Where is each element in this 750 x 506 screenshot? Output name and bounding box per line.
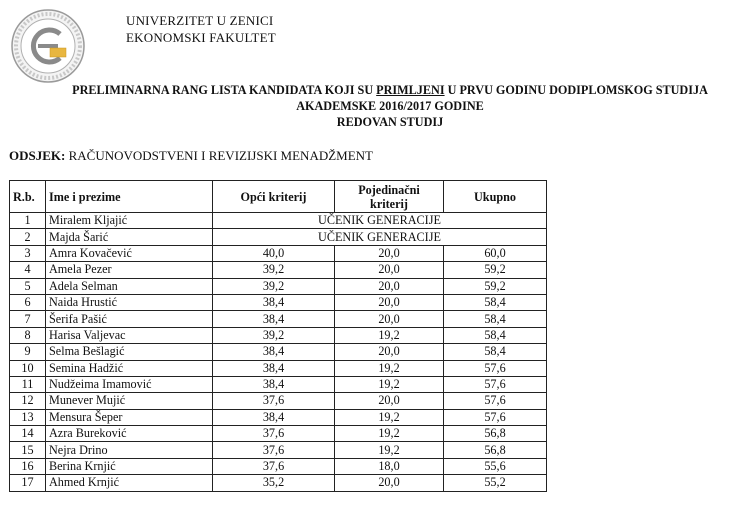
faculty-seal-logo [10,8,86,84]
faculty-name: EKONOMSKI FAKULTET [126,30,276,45]
cell-individual-criterion: 20,0 [335,344,444,360]
cell-general-criterion: 38,4 [213,360,335,376]
table-row [10,426,547,442]
header-total: Ukupno [444,181,547,213]
table-row [10,245,547,261]
table-row [10,458,547,474]
cell-generation-note: UČENIK GENERACIJE [213,229,547,245]
cell-name: Mensura Šeper [46,409,213,425]
table-row [10,278,547,294]
header-rb: R.b. [10,181,46,213]
table-row [10,229,547,245]
cell-rb: 5 [10,278,46,294]
cell-total: 56,8 [444,426,547,442]
cell-total: 58,4 [444,344,547,360]
cell-individual-criterion: 20,0 [335,393,444,409]
table-row [10,294,547,310]
ranking-table [9,180,547,492]
cell-rb: 11 [10,376,46,392]
cell-rb: 8 [10,327,46,343]
cell-individual-criterion: 19,2 [335,442,444,458]
cell-total: 58,4 [444,311,547,327]
cell-name: Semina Hadžić [46,360,213,376]
cell-total: 55,2 [444,475,547,491]
table-row [10,409,547,425]
cell-name: Nudžeima Imamović [46,376,213,392]
cell-name: Amra Kovačević [46,245,213,261]
cell-total: 59,2 [444,262,547,278]
cell-general-criterion: 37,6 [213,426,335,442]
cell-rb: 3 [10,245,46,261]
cell-total: 59,2 [444,278,547,294]
cell-rb: 14 [10,426,46,442]
cell-rb: 13 [10,409,46,425]
table-row [10,360,547,376]
table-row [10,376,547,392]
cell-individual-criterion: 19,2 [335,360,444,376]
cell-total: 57,6 [444,393,547,409]
university-header [126,12,276,46]
cell-general-criterion: 38,4 [213,376,335,392]
department-line [9,148,373,164]
cell-total: 56,8 [444,442,547,458]
cell-name: Harisa Valjevac [46,327,213,343]
cell-rb: 1 [10,213,46,229]
cell-individual-criterion: 20,0 [335,294,444,310]
table-header-row [10,181,547,213]
cell-name: Miralem Kljajić [46,213,213,229]
cell-rb: 6 [10,294,46,310]
cell-rb: 2 [10,229,46,245]
table-row [10,262,547,278]
document-title-line-1: PRELIMINARNA RANG LISTA KANDIDATA KOJI SU PRIMLJENI U PRVU GODINU DODIPLOMSKOG STUDIJA [72,83,708,97]
cell-general-criterion: 38,4 [213,311,335,327]
document-title-line-2: AKADEMSKE 2016/2017 GODINE [296,99,484,113]
cell-rb: 16 [10,458,46,474]
cell-individual-criterion: 19,2 [335,327,444,343]
cell-name: Berina Krnjić [46,458,213,474]
cell-individual-criterion: 19,2 [335,376,444,392]
cell-general-criterion: 40,0 [213,245,335,261]
header-name: Ime i prezime [46,181,213,213]
header-general-criterion: Opći kriterij [213,181,335,213]
cell-rb: 4 [10,262,46,278]
cell-name: Majda Šarić [46,229,213,245]
cell-general-criterion: 37,6 [213,442,335,458]
cell-name: Adela Selman [46,278,213,294]
cell-general-criterion: 39,2 [213,327,335,343]
cell-general-criterion: 39,2 [213,262,335,278]
cell-general-criterion: 38,4 [213,409,335,425]
cell-name: Amela Pezer [46,262,213,278]
cell-individual-criterion: 20,0 [335,262,444,278]
cell-total: 57,6 [444,409,547,425]
cell-general-criterion: 35,2 [213,475,335,491]
university-name: UNIVERZITET U ZENICI [126,13,274,28]
cell-name: Azra Bureković [46,426,213,442]
table-row [10,442,547,458]
cell-name: Ahmed Krnjić [46,475,213,491]
table-row [10,213,547,229]
cell-name: Nejra Drino [46,442,213,458]
cell-rb: 10 [10,360,46,376]
cell-total: 55,6 [444,458,547,474]
cell-individual-criterion: 19,2 [335,409,444,425]
cell-rb: 17 [10,475,46,491]
cell-total: 60,0 [444,245,547,261]
cell-individual-criterion: 20,0 [335,278,444,294]
table-row [10,393,547,409]
cell-total: 57,6 [444,360,547,376]
admitted-emphasis: PRIMLJENI [376,83,445,97]
cell-rb: 15 [10,442,46,458]
header-individual-criterion: Pojedinačni kriterij [335,181,444,213]
cell-individual-criterion: 18,0 [335,458,444,474]
cell-individual-criterion: 19,2 [335,426,444,442]
department-label: ODSJEK: [9,148,66,163]
cell-individual-criterion: 20,0 [335,311,444,327]
cell-rb: 12 [10,393,46,409]
table-row [10,327,547,343]
cell-general-criterion: 38,4 [213,294,335,310]
cell-generation-note: UČENIK GENERACIJE [213,213,547,229]
cell-name: Selma Bešlagić [46,344,213,360]
cell-general-criterion: 39,2 [213,278,335,294]
cell-total: 58,4 [444,327,547,343]
table-row [10,344,547,360]
cell-general-criterion: 37,6 [213,393,335,409]
cell-name: Naida Hrustić [46,294,213,310]
cell-name: Šerifa Pašić [46,311,213,327]
cell-general-criterion: 37,6 [213,458,335,474]
cell-total: 57,6 [444,376,547,392]
cell-total: 58,4 [444,294,547,310]
cell-individual-criterion: 20,0 [335,475,444,491]
table-row [10,311,547,327]
cell-general-criterion: 38,4 [213,344,335,360]
table-row [10,475,547,491]
cell-individual-criterion: 20,0 [335,245,444,261]
department-value: RAČUNOVODSTVENI I REVIZIJSKI MENADŽMENT [65,148,373,163]
cell-rb: 7 [10,311,46,327]
cell-rb: 9 [10,344,46,360]
cell-name: Munever Mujić [46,393,213,409]
document-title-line-3: REDOVAN STUDIJ [336,115,444,129]
